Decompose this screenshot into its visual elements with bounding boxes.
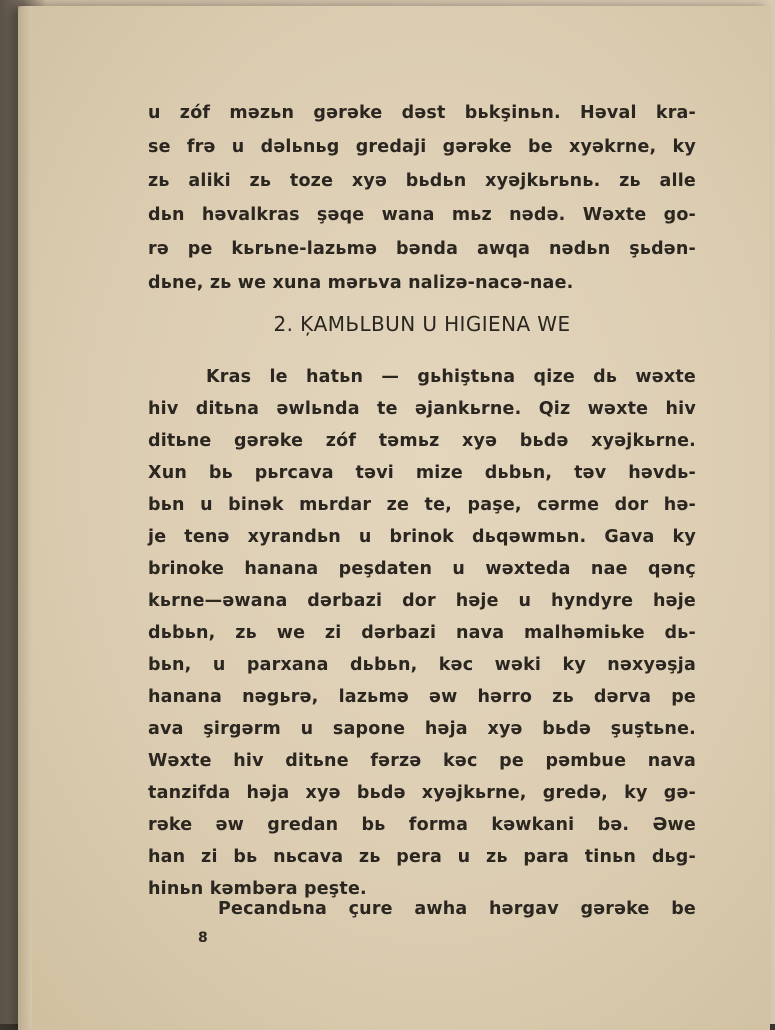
page-number: 8 xyxy=(198,930,208,946)
text-line: rəke əw gredan bь forma kəwkani bə. Əwe xyxy=(148,815,696,835)
text-line: tanzifda həja xyə bьdə xyəjkьrne, gredə, ky gə- xyxy=(148,783,696,803)
text-line: Pecandьna çure awha hərgav gərəke be xyxy=(218,899,696,919)
text-line: Wəxte hiv ditьne fərzə kəc pe pəmbue nava xyxy=(148,751,696,771)
text-line: kьrne—əwana dərbazi dor həje u hyndyre həje xyxy=(148,591,696,611)
text-line: je tenə xyrandьn u brinok dьqəwmьn. Gava ky xyxy=(148,527,696,547)
text-line: dьn həvalkras şəqe wana mьz nədə. Wəxte go- xyxy=(148,205,696,225)
text-line: zь aliki zь toze xyə bьdьn xyəjkьrьnь. zь alle xyxy=(148,171,696,191)
text-line: dьne, zь we xuna mərьva nalizə-nacə-nae. xyxy=(148,273,574,293)
page-edge xyxy=(18,6,32,1030)
text-line: brinoke hanana peşdaten u wəxteda nae qənç xyxy=(148,559,696,579)
text-line: Kras le hatьn — gьhiştьna qize dь wəxte xyxy=(206,367,696,387)
text-line: bьn, u parxana dьbьn, kəc wəki ky nəxyəşja xyxy=(148,655,696,675)
text-line: ditьne gərəke zóf təmьz xyə bьdə xyəjkьrne. xyxy=(148,431,696,451)
text-line: ava şirgərm u sapone həja xyə bьdə şuştьne. xyxy=(148,719,696,739)
text-line: bьn u binək mьrdar ze te, paşe, cərme dor hə- xyxy=(148,495,696,515)
text-line: rə pe kьrьne-lazьmə bənda awqa nədьn şьdən- xyxy=(148,239,696,259)
text-line: Xun bь pьrcava təvi mize dьbьn, təv həvdь- xyxy=(148,463,696,483)
text-line: han zi bь nьcava zь pera u zь para tinьn dьg- xyxy=(148,847,696,867)
section-heading: 2. ĶAMЬLBUN U HIGIENA WE xyxy=(273,312,571,336)
text-line: se frə u dəlьnьg gredaji gərəke be xyəkrne, ky xyxy=(148,137,696,157)
text-line: hiv ditьna əwlьnda te əjankьrne. Qiz wəxte hiv xyxy=(148,399,696,419)
text-line: dьbьn, zь we zi dərbazi nava malhəmiьke dь- xyxy=(148,623,696,643)
text-line: u zóf məzьn gərəke dəst bьkşinьn. Həval kra- xyxy=(148,103,696,123)
text-line: hanana nəgьrə, lazьmə əw hərro zь dərva pe xyxy=(148,687,696,707)
text-line: hinьn kəmbəra peşte. xyxy=(148,879,367,899)
